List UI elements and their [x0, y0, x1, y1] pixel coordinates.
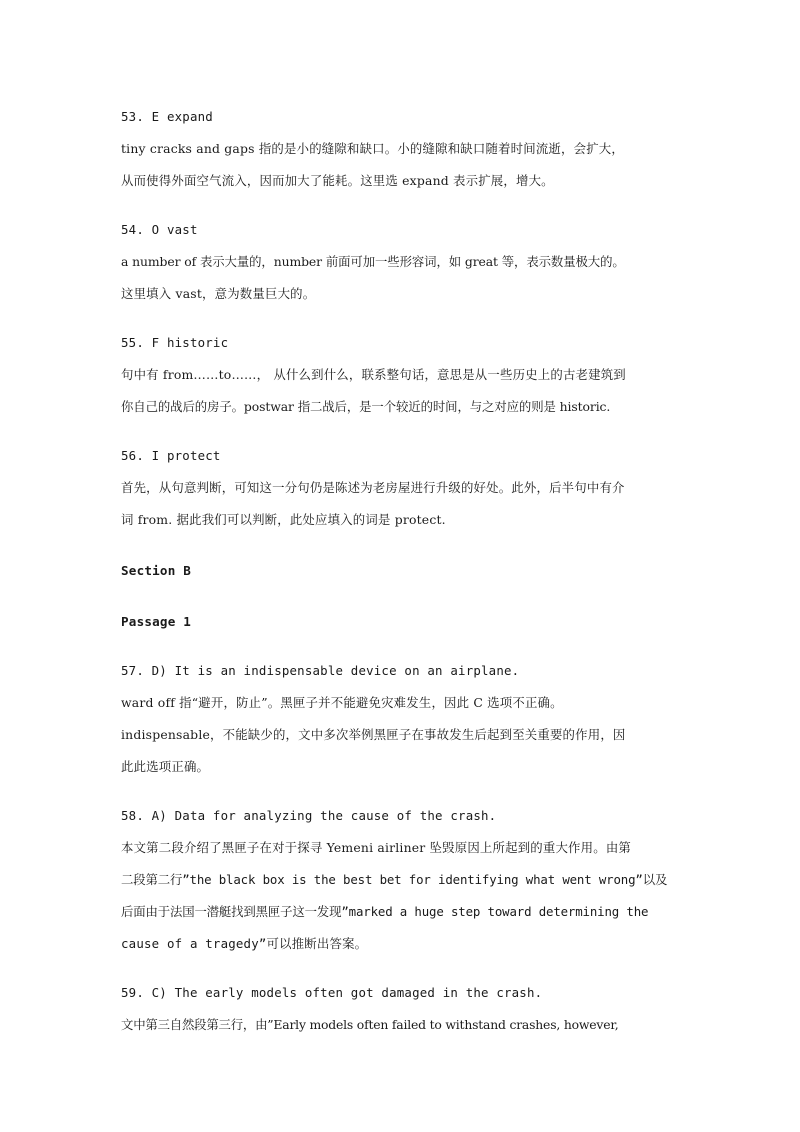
- item-heading: 56. I protect: [121, 448, 221, 463]
- explanation-line: a number of 表示大量的，number 前面可加一些形容词，如 great 等，表示数量极大的。: [121, 254, 625, 269]
- explanation-line: 文中第三自然段第三行，由”Early models often failed to withstand crashes, however,: [121, 1017, 619, 1032]
- answer-heading: 57. D) It is an indispensable device on an airplane.: [121, 663, 520, 678]
- explanation-line: ward off 指“避开，防止”。黑匣子并不能避免灾难发生，因此 C 选项不正确。: [121, 695, 563, 710]
- explanation-line: 句中有 from……to……， 从什么到什么，联系整句话，意思是从一些历史上的古老建筑到: [121, 367, 626, 382]
- explanation-line: 词 from. 据此我们可以判断，此处应填入的词是 protect.: [121, 512, 446, 527]
- document-page: [121, 101, 681, 1041]
- answer-59: [121, 977, 681, 1041]
- item-53: [121, 101, 681, 197]
- item-56: [121, 440, 681, 536]
- explanation-line: indispensable，不能缺少的，文中多次举例黑匣子在事故发生后起到至关重要的作用，因: [121, 727, 626, 742]
- explanation-line: 二段第二行”the black box is the best bet for identifying what went wrong”以及: [121, 872, 668, 887]
- explanation-line: 从而使得外面空气流入，因而加大了能耗。这里选 expand 表示扩展，增大。: [121, 173, 554, 188]
- section-title: Section B: [121, 563, 192, 578]
- item-55: [121, 327, 681, 423]
- answer-heading: 59. C) The early models often got damaged in the crash.: [121, 985, 543, 1000]
- explanation-line: 这里填入 vast，意为数量巨大的。: [121, 286, 316, 301]
- item-54: [121, 214, 681, 310]
- explanation-line: 你自己的战后的房子。postwar 指二战后，是一个较近的时间，与之对应的则是 historic.: [121, 399, 611, 414]
- answer-58: [121, 800, 681, 960]
- answer-57: [121, 655, 681, 783]
- passage-title: Passage 1: [121, 614, 192, 629]
- item-heading: 53. E expand: [121, 109, 213, 124]
- answer-heading: 58. A) Data for analyzing the cause of the crash.: [121, 808, 497, 823]
- explanation-line: cause of a tragedy”可以推断出答案。: [121, 936, 368, 951]
- item-heading: 54. O vast: [121, 222, 198, 237]
- explanation-line: 后面由于法国一潜艇找到黑匣子这一发现”marked a huge step toward determining the: [121, 904, 649, 919]
- explanation-line: 首先，从句意判断，可知这一分句仍是陈述为老房屋进行升级的好处。此外，后半句中有介: [121, 480, 625, 495]
- explanation-line: 此此选项正确。: [121, 759, 210, 774]
- explanation-line: 本文第二段介绍了黑匣子在对于探寻 Yemeni airliner 坠毁原因上所起到的重大作用。由第: [121, 840, 632, 855]
- item-heading: 55. F historic: [121, 335, 229, 350]
- explanation-line: tiny cracks and gaps 指的是小的缝隙和缺口。小的缝隙和缺口随着时间流逝，会扩大，: [121, 141, 624, 156]
